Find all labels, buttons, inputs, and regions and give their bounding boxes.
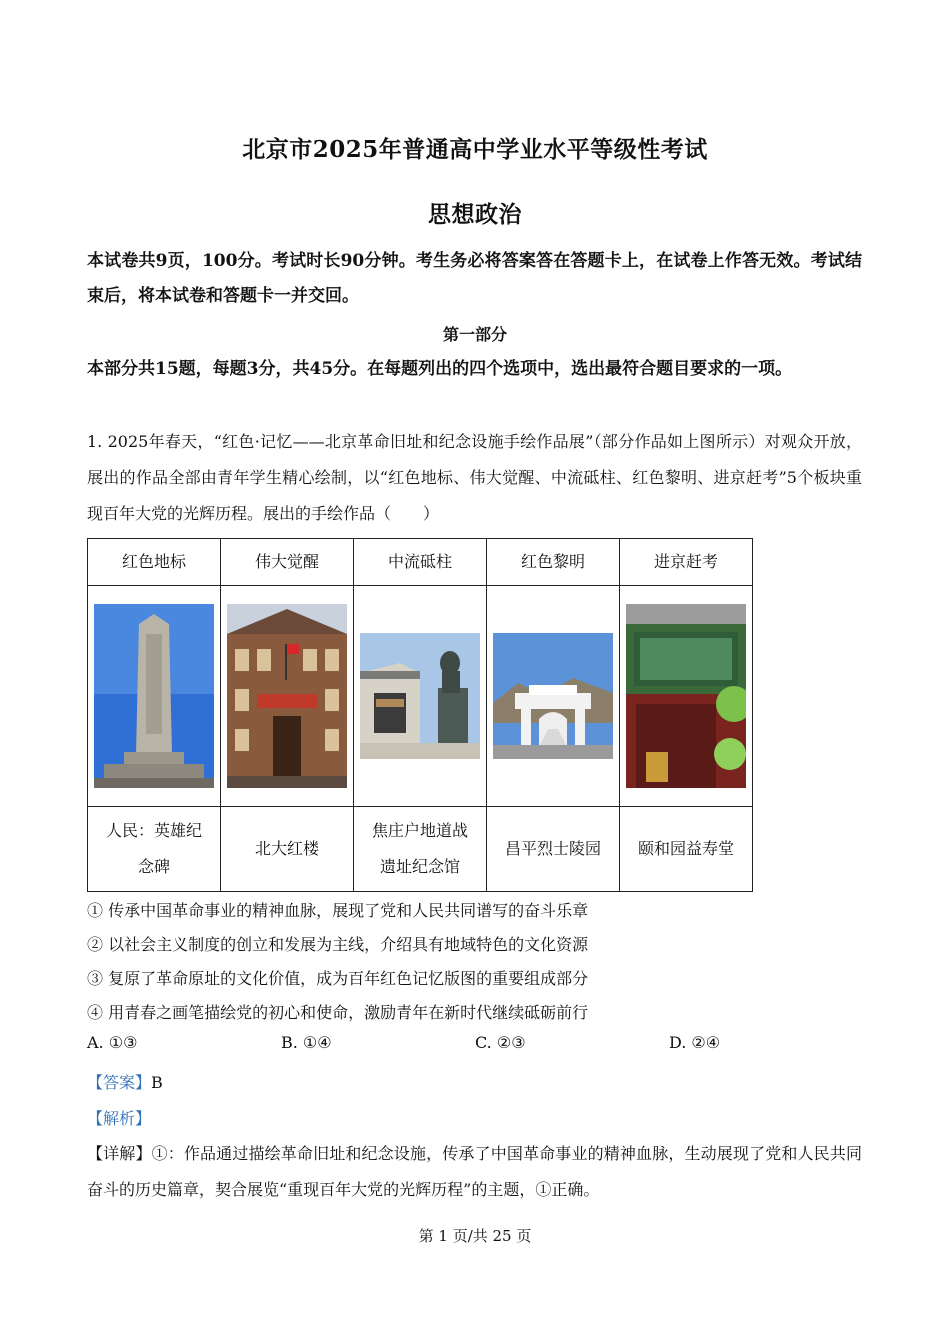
table-image-cell (354, 586, 487, 807)
yishou-hall-image (626, 604, 746, 788)
exam-instructions: 本试卷共9页，100分。考试时长90分钟。考生务必将答案答在答题卡上，在试卷上作答无效。考试结束后，将本试卷和答题卡一并交回。 (87, 251, 862, 306)
choice-c: C. ②③ (475, 1033, 526, 1052)
table-header-cell: 红色黎明 (487, 539, 620, 586)
question-stem: 1. 2025年春天，“红色·记忆——北京革命旧址和纪念设施手绘作品展”（部分作品如上图所示）对观众开放，展出的作品全部由青年学生精心绘制，以“红色地标、伟大觉醒、中流砥柱、红色黎明、进京赶考”5个板块重现百年大党的光辉历程。展出的手绘作品（ ） (87, 432, 862, 523)
table-header-cell: 中流砥柱 (354, 539, 487, 586)
analysis-tag: 【解析】 (87, 1109, 152, 1128)
memorial-hall-image (360, 633, 480, 759)
section-title: 第一部分 (442, 325, 507, 344)
detail-text: ①：作品通过描绘革命旧址和纪念设施，传承了中国革命事业的精神血脉，生动展现了党和人民共同奋斗的历史篇章，契合展览“重现百年大党的光辉历程”的主题，①正确。 (87, 1144, 862, 1199)
red-building-image (227, 604, 347, 788)
table-image-cell (620, 586, 753, 807)
statement-item: ① 传承中国革命事业的精神血脉，展现了党和人民共同谱写的奋斗乐章 (87, 901, 589, 920)
choice-b: B. ①④ (281, 1033, 332, 1052)
statement-item: ④ 用青春之画笔描绘党的初心和使命，激励青年在新时代继续砥砺前行 (87, 1003, 589, 1022)
choice-a: A. ①③ (87, 1033, 138, 1052)
table-caption-cell: 焦庄户地道战遗址纪念馆 (354, 807, 487, 892)
table-caption-cell: 北大红楼 (221, 807, 354, 892)
subject-title: 思想政治 (428, 201, 522, 228)
answer-value: B (151, 1073, 163, 1092)
table-caption-cell: 昌平烈士陵园 (487, 807, 620, 892)
choice-d: D. ②④ (669, 1033, 721, 1052)
statement-item: ② 以社会主义制度的创立和发展为主线，介绍具有地域特色的文化资源 (87, 935, 589, 954)
table-caption-cell: 人民：英雄纪念碑 (88, 807, 221, 892)
detail-tag: 【详解】 (87, 1144, 152, 1163)
table-image-cell (221, 586, 354, 807)
table-image-cell (487, 586, 620, 807)
page-footer: 第 1 页/共 25 页 (418, 1227, 532, 1245)
martyrs-cemetery-image (493, 633, 613, 759)
answer-tag: 【答案】 (87, 1073, 152, 1092)
section-description: 本部分共15题，每题3分，共45分。在每题列出的四个选项中，选出最符合题目要求的一项。 (87, 359, 793, 379)
table-header-cell: 进京赶考 (620, 539, 753, 586)
table-image-cell (88, 586, 221, 807)
exhibit-table (87, 538, 753, 892)
exam-title: 北京市2025年普通高中学业水平等级性考试 (242, 136, 708, 163)
table-header-cell: 红色地标 (88, 539, 221, 586)
detail-paragraph (87, 1136, 862, 1208)
table-header-cell: 伟大觉醒 (221, 539, 354, 586)
answer-line (87, 1070, 163, 1093)
monument-image (94, 604, 214, 788)
statement-item: ③ 复原了革命原址的文化价值，成为百年红色记忆版图的重要组成部分 (87, 969, 589, 988)
table-caption-cell: 颐和园益寿堂 (620, 807, 753, 892)
